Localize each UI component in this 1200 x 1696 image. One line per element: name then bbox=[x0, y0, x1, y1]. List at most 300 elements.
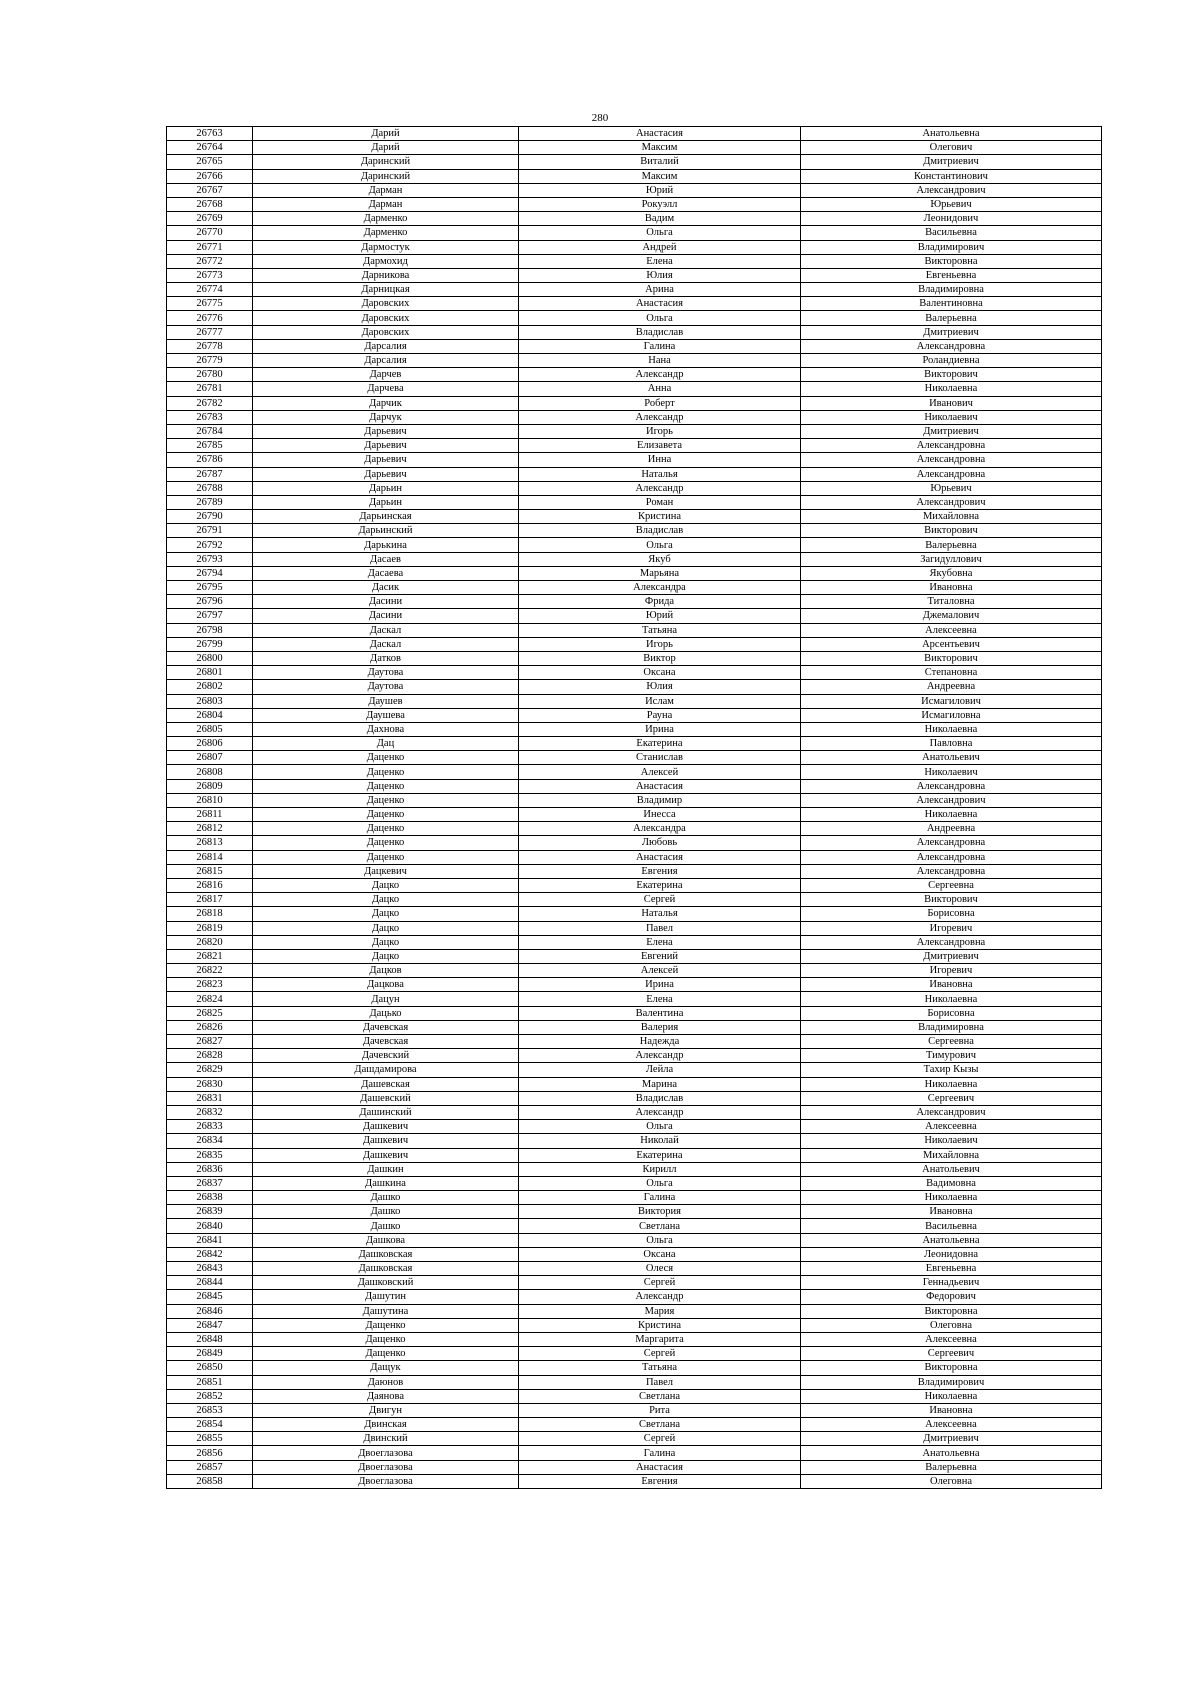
row-number-cell: 26781 bbox=[167, 382, 253, 396]
row-number-cell: 26764 bbox=[167, 141, 253, 155]
patronymic-cell: Михайловна bbox=[801, 1148, 1102, 1162]
surname-cell: Дачевский bbox=[253, 1049, 519, 1063]
surname-cell: Даценко bbox=[253, 822, 519, 836]
table-row bbox=[167, 424, 1102, 438]
surname-cell: Двинский bbox=[253, 1432, 519, 1446]
patronymic-cell: Леонидович bbox=[801, 212, 1102, 226]
table-row bbox=[167, 311, 1102, 325]
first-name-cell: Рокуэлл bbox=[519, 197, 801, 211]
patronymic-cell: Юрьевич bbox=[801, 481, 1102, 495]
patronymic-cell: Александрович bbox=[801, 1105, 1102, 1119]
first-name-cell: Ирина bbox=[519, 978, 801, 992]
table-row bbox=[167, 1347, 1102, 1361]
first-name-cell: Павел bbox=[519, 1375, 801, 1389]
table-row bbox=[167, 666, 1102, 680]
row-number-cell: 26790 bbox=[167, 510, 253, 524]
surname-cell: Дашкевич bbox=[253, 1120, 519, 1134]
surname-cell: Дачевская bbox=[253, 1035, 519, 1049]
patronymic-cell: Алексеевна bbox=[801, 1418, 1102, 1432]
first-name-cell: Елена bbox=[519, 935, 801, 949]
surname-cell: Дашкевич bbox=[253, 1134, 519, 1148]
first-name-cell: Александра bbox=[519, 581, 801, 595]
first-name-cell: Валерия bbox=[519, 1020, 801, 1034]
first-name-cell: Светлана bbox=[519, 1389, 801, 1403]
table-row bbox=[167, 878, 1102, 892]
row-number-cell: 26819 bbox=[167, 921, 253, 935]
patronymic-cell: Якубовна bbox=[801, 566, 1102, 580]
first-name-cell: Павел bbox=[519, 921, 801, 935]
table-row bbox=[167, 382, 1102, 396]
first-name-cell: Кристина bbox=[519, 510, 801, 524]
row-number-cell: 26808 bbox=[167, 765, 253, 779]
patronymic-cell: Сергеевна bbox=[801, 878, 1102, 892]
patronymic-cell: Андреевна bbox=[801, 822, 1102, 836]
row-number-cell: 26770 bbox=[167, 226, 253, 240]
first-name-cell: Евгения bbox=[519, 1474, 801, 1488]
surname-cell: Даюнов bbox=[253, 1375, 519, 1389]
table-row bbox=[167, 1474, 1102, 1488]
table-row bbox=[167, 751, 1102, 765]
row-number-cell: 26825 bbox=[167, 1006, 253, 1020]
surname-cell: Дарницкая bbox=[253, 283, 519, 297]
table-row bbox=[167, 1247, 1102, 1261]
row-number-cell: 26793 bbox=[167, 552, 253, 566]
surname-cell: Дармостук bbox=[253, 240, 519, 254]
table-row bbox=[167, 510, 1102, 524]
row-number-cell: 26851 bbox=[167, 1375, 253, 1389]
table-row bbox=[167, 212, 1102, 226]
patronymic-cell: Николаевич bbox=[801, 765, 1102, 779]
table-row bbox=[167, 1262, 1102, 1276]
table-row bbox=[167, 581, 1102, 595]
table-row bbox=[167, 978, 1102, 992]
row-number-cell: 26777 bbox=[167, 325, 253, 339]
table-row bbox=[167, 680, 1102, 694]
first-name-cell: Ислам bbox=[519, 694, 801, 708]
table-row bbox=[167, 169, 1102, 183]
row-number-cell: 26771 bbox=[167, 240, 253, 254]
surname-cell: Датков bbox=[253, 651, 519, 665]
row-number-cell: 26801 bbox=[167, 666, 253, 680]
patronymic-cell: Александровна bbox=[801, 935, 1102, 949]
row-number-cell: 26803 bbox=[167, 694, 253, 708]
surname-cell: Дащенко bbox=[253, 1332, 519, 1346]
row-number-cell: 26805 bbox=[167, 722, 253, 736]
patronymic-cell: Александровна bbox=[801, 850, 1102, 864]
first-name-cell: Александр bbox=[519, 1105, 801, 1119]
surname-cell: Дацкевич bbox=[253, 864, 519, 878]
patronymic-cell: Сергеевич bbox=[801, 1347, 1102, 1361]
first-name-cell: Марина bbox=[519, 1077, 801, 1091]
first-name-cell: Игорь bbox=[519, 637, 801, 651]
table-row bbox=[167, 1134, 1102, 1148]
row-number-cell: 26800 bbox=[167, 651, 253, 665]
table-row bbox=[167, 1020, 1102, 1034]
patronymic-cell: Сергеевич bbox=[801, 1091, 1102, 1105]
surname-cell: Двоеглазова bbox=[253, 1474, 519, 1488]
table-row bbox=[167, 552, 1102, 566]
patronymic-cell: Константинович bbox=[801, 169, 1102, 183]
first-name-cell: Екатерина bbox=[519, 878, 801, 892]
table-row bbox=[167, 1290, 1102, 1304]
surname-cell: Даутова bbox=[253, 680, 519, 694]
table-row bbox=[167, 254, 1102, 268]
first-name-cell: Инесса bbox=[519, 808, 801, 822]
table-row bbox=[167, 623, 1102, 637]
row-number-cell: 26827 bbox=[167, 1035, 253, 1049]
surname-cell: Дацко bbox=[253, 949, 519, 963]
first-name-cell: Владислав bbox=[519, 325, 801, 339]
row-number-cell: 26807 bbox=[167, 751, 253, 765]
table-row bbox=[167, 240, 1102, 254]
first-name-cell: Сергей bbox=[519, 1276, 801, 1290]
row-number-cell: 26830 bbox=[167, 1077, 253, 1091]
patronymic-cell: Александровна bbox=[801, 339, 1102, 353]
patronymic-cell: Анатольевич bbox=[801, 751, 1102, 765]
table-row bbox=[167, 325, 1102, 339]
row-number-cell: 26789 bbox=[167, 495, 253, 509]
surname-cell: Дасик bbox=[253, 581, 519, 595]
patronymic-cell: Викторовна bbox=[801, 1361, 1102, 1375]
patronymic-cell: Михайловна bbox=[801, 510, 1102, 524]
table-row bbox=[167, 467, 1102, 481]
surname-cell: Даутова bbox=[253, 666, 519, 680]
patronymic-cell: Валерьевна bbox=[801, 311, 1102, 325]
table-row bbox=[167, 524, 1102, 538]
patronymic-cell: Ивановна bbox=[801, 978, 1102, 992]
row-number-cell: 26785 bbox=[167, 439, 253, 453]
row-number-cell: 26779 bbox=[167, 354, 253, 368]
first-name-cell: Сергей bbox=[519, 893, 801, 907]
patronymic-cell: Александровна bbox=[801, 779, 1102, 793]
surname-cell: Дащенко bbox=[253, 1318, 519, 1332]
row-number-cell: 26798 bbox=[167, 623, 253, 637]
surname-cell: Даровских bbox=[253, 311, 519, 325]
first-name-cell: Марьяна bbox=[519, 566, 801, 580]
row-number-cell: 26815 bbox=[167, 864, 253, 878]
first-name-cell: Евгений bbox=[519, 949, 801, 963]
patronymic-cell: Дмитриевич bbox=[801, 949, 1102, 963]
first-name-cell: Ольга bbox=[519, 538, 801, 552]
patronymic-cell: Васильевна bbox=[801, 226, 1102, 240]
row-number-cell: 26804 bbox=[167, 708, 253, 722]
row-number-cell: 26850 bbox=[167, 1361, 253, 1375]
table-row bbox=[167, 1091, 1102, 1105]
first-name-cell: Роман bbox=[519, 495, 801, 509]
first-name-cell: Максим bbox=[519, 141, 801, 155]
table-row bbox=[167, 850, 1102, 864]
row-number-cell: 26822 bbox=[167, 964, 253, 978]
row-number-cell: 26858 bbox=[167, 1474, 253, 1488]
patronymic-cell: Джемалович bbox=[801, 609, 1102, 623]
patronymic-cell: Ивановна bbox=[801, 581, 1102, 595]
row-number-cell: 26854 bbox=[167, 1418, 253, 1432]
surname-cell: Дашевская bbox=[253, 1077, 519, 1091]
surname-cell: Дасаев bbox=[253, 552, 519, 566]
row-number-cell: 26853 bbox=[167, 1403, 253, 1417]
row-number-cell: 26844 bbox=[167, 1276, 253, 1290]
table-row bbox=[167, 1162, 1102, 1176]
surname-cell: Даушев bbox=[253, 694, 519, 708]
first-name-cell: Анастасия bbox=[519, 1460, 801, 1474]
table-row bbox=[167, 609, 1102, 623]
first-name-cell: Нана bbox=[519, 354, 801, 368]
surname-cell: Дасини bbox=[253, 595, 519, 609]
first-name-cell: Ольга bbox=[519, 226, 801, 240]
surname-cell: Даценко bbox=[253, 765, 519, 779]
row-number-cell: 26765 bbox=[167, 155, 253, 169]
first-name-cell: Галина bbox=[519, 1446, 801, 1460]
surname-cell: Даринский bbox=[253, 169, 519, 183]
patronymic-cell: Викторович bbox=[801, 524, 1102, 538]
row-number-cell: 26843 bbox=[167, 1262, 253, 1276]
table-row bbox=[167, 566, 1102, 580]
table-row bbox=[167, 354, 1102, 368]
row-number-cell: 26832 bbox=[167, 1105, 253, 1119]
row-number-cell: 26821 bbox=[167, 949, 253, 963]
first-name-cell: Максим bbox=[519, 169, 801, 183]
surname-cell: Дащенко bbox=[253, 1347, 519, 1361]
surname-cell: Дашкина bbox=[253, 1176, 519, 1190]
first-name-cell: Наталья bbox=[519, 467, 801, 481]
patronymic-cell: Юрьевич bbox=[801, 197, 1102, 211]
surname-cell: Дарникова bbox=[253, 268, 519, 282]
table-row bbox=[167, 268, 1102, 282]
patronymic-cell: Борисовна bbox=[801, 1006, 1102, 1020]
first-name-cell: Андрей bbox=[519, 240, 801, 254]
surname-cell: Дарий bbox=[253, 141, 519, 155]
surname-cell: Дащук bbox=[253, 1361, 519, 1375]
table-row bbox=[167, 396, 1102, 410]
patronymic-cell: Валерьевна bbox=[801, 1460, 1102, 1474]
patronymic-cell: Загидуллович bbox=[801, 552, 1102, 566]
table-row bbox=[167, 368, 1102, 382]
first-name-cell: Анастасия bbox=[519, 127, 801, 141]
patronymic-cell: Олеговна bbox=[801, 1318, 1102, 1332]
page-number: 280 bbox=[591, 112, 609, 124]
patronymic-cell: Ивановна bbox=[801, 1205, 1102, 1219]
patronymic-cell: Анатольевна bbox=[801, 1446, 1102, 1460]
first-name-cell: Владислав bbox=[519, 524, 801, 538]
first-name-cell: Анастасия bbox=[519, 779, 801, 793]
surname-cell: Дацко bbox=[253, 907, 519, 921]
table-row bbox=[167, 949, 1102, 963]
surname-cell: Дашутина bbox=[253, 1304, 519, 1318]
row-number-cell: 26836 bbox=[167, 1162, 253, 1176]
row-number-cell: 26797 bbox=[167, 609, 253, 623]
patronymic-cell: Олегович bbox=[801, 141, 1102, 155]
first-name-cell: Екатерина bbox=[519, 737, 801, 751]
patronymic-cell: Александровна bbox=[801, 864, 1102, 878]
row-number-cell: 26802 bbox=[167, 680, 253, 694]
table-row bbox=[167, 1105, 1102, 1119]
surname-cell: Дашковская bbox=[253, 1262, 519, 1276]
first-name-cell: Александр bbox=[519, 368, 801, 382]
row-number-cell: 26824 bbox=[167, 992, 253, 1006]
surname-cell: Дарчик bbox=[253, 396, 519, 410]
first-name-cell: Александра bbox=[519, 822, 801, 836]
first-name-cell: Николай bbox=[519, 1134, 801, 1148]
surname-cell: Дацкова bbox=[253, 978, 519, 992]
table-row bbox=[167, 297, 1102, 311]
surname-cell: Дахнова bbox=[253, 722, 519, 736]
first-name-cell: Анна bbox=[519, 382, 801, 396]
patronymic-cell: Титаловна bbox=[801, 595, 1102, 609]
patronymic-cell: Анатольевич bbox=[801, 1162, 1102, 1176]
first-name-cell: Инна bbox=[519, 453, 801, 467]
table-row bbox=[167, 1276, 1102, 1290]
patronymic-cell: Тахир Кызы bbox=[801, 1063, 1102, 1077]
surname-cell: Дарий bbox=[253, 127, 519, 141]
table-row bbox=[167, 410, 1102, 424]
surname-cell: Даянова bbox=[253, 1389, 519, 1403]
row-number-cell: 26816 bbox=[167, 878, 253, 892]
row-number-cell: 26795 bbox=[167, 581, 253, 595]
row-number-cell: 26775 bbox=[167, 297, 253, 311]
table-row bbox=[167, 197, 1102, 211]
patronymic-cell: Николаевна bbox=[801, 808, 1102, 822]
patronymic-cell: Владимирович bbox=[801, 1375, 1102, 1389]
patronymic-cell: Геннадьевич bbox=[801, 1276, 1102, 1290]
patronymic-cell: Федорович bbox=[801, 1290, 1102, 1304]
patronymic-cell: Николаевна bbox=[801, 992, 1102, 1006]
table-row bbox=[167, 155, 1102, 169]
patronymic-cell: Павловна bbox=[801, 737, 1102, 751]
table-row bbox=[167, 1120, 1102, 1134]
row-number-cell: 26806 bbox=[167, 737, 253, 751]
first-name-cell: Олеся bbox=[519, 1262, 801, 1276]
first-name-cell: Юрий bbox=[519, 609, 801, 623]
surname-cell: Даушева bbox=[253, 708, 519, 722]
table-row bbox=[167, 481, 1102, 495]
table-row bbox=[167, 1049, 1102, 1063]
row-number-cell: 26810 bbox=[167, 793, 253, 807]
row-number-cell: 26840 bbox=[167, 1219, 253, 1233]
patronymic-cell: Дмитриевич bbox=[801, 424, 1102, 438]
row-number-cell: 26769 bbox=[167, 212, 253, 226]
row-number-cell: 26838 bbox=[167, 1191, 253, 1205]
surname-cell: Дашковская bbox=[253, 1247, 519, 1261]
patronymic-cell: Владимировна bbox=[801, 283, 1102, 297]
row-number-cell: 26826 bbox=[167, 1020, 253, 1034]
row-number-cell: 26778 bbox=[167, 339, 253, 353]
table-row bbox=[167, 808, 1102, 822]
row-number-cell: 26813 bbox=[167, 836, 253, 850]
first-name-cell: Галина bbox=[519, 1191, 801, 1205]
row-number-cell: 26766 bbox=[167, 169, 253, 183]
table-row bbox=[167, 1219, 1102, 1233]
table-row bbox=[167, 1389, 1102, 1403]
patronymic-cell: Викторовна bbox=[801, 254, 1102, 268]
patronymic-cell: Николаевна bbox=[801, 722, 1102, 736]
table-row bbox=[167, 1035, 1102, 1049]
surname-cell: Дашутин bbox=[253, 1290, 519, 1304]
table-row bbox=[167, 1446, 1102, 1460]
patronymic-cell: Николаевна bbox=[801, 1389, 1102, 1403]
patronymic-cell: Александрович bbox=[801, 793, 1102, 807]
surname-cell: Дашкин bbox=[253, 1162, 519, 1176]
table-row bbox=[167, 339, 1102, 353]
table-row bbox=[167, 694, 1102, 708]
table-row bbox=[167, 708, 1102, 722]
surname-cell: Даценко bbox=[253, 850, 519, 864]
patronymic-cell: Николаевна bbox=[801, 1077, 1102, 1091]
surname-cell: Даценко bbox=[253, 793, 519, 807]
first-name-cell: Светлана bbox=[519, 1418, 801, 1432]
surname-cell: Дарьин bbox=[253, 481, 519, 495]
surname-cell: Дашко bbox=[253, 1191, 519, 1205]
row-number-cell: 26842 bbox=[167, 1247, 253, 1261]
row-number-cell: 26788 bbox=[167, 481, 253, 495]
table-row bbox=[167, 127, 1102, 141]
patronymic-cell: Александровна bbox=[801, 439, 1102, 453]
surname-cell: Дацко bbox=[253, 893, 519, 907]
patronymic-cell: Алексеевна bbox=[801, 1120, 1102, 1134]
surname-cell: Дацко bbox=[253, 921, 519, 935]
first-name-cell: Сергей bbox=[519, 1347, 801, 1361]
first-name-cell: Надежда bbox=[519, 1035, 801, 1049]
patronymic-cell: Николаевич bbox=[801, 1134, 1102, 1148]
first-name-cell: Елена bbox=[519, 992, 801, 1006]
first-name-cell: Виталий bbox=[519, 155, 801, 169]
surname-cell: Дарькина bbox=[253, 538, 519, 552]
surname-cell: Даскал bbox=[253, 637, 519, 651]
surname-cell: Дашковский bbox=[253, 1276, 519, 1290]
table-row bbox=[167, 1332, 1102, 1346]
table-row bbox=[167, 1304, 1102, 1318]
table-row bbox=[167, 453, 1102, 467]
patronymic-cell: Викторович bbox=[801, 368, 1102, 382]
table-row bbox=[167, 651, 1102, 665]
row-number-cell: 26782 bbox=[167, 396, 253, 410]
table-row bbox=[167, 737, 1102, 751]
first-name-cell: Александр bbox=[519, 481, 801, 495]
row-number-cell: 26820 bbox=[167, 935, 253, 949]
registry-table-body bbox=[167, 127, 1102, 1489]
patronymic-cell: Алексеевна bbox=[801, 623, 1102, 637]
surname-cell: Даценко bbox=[253, 836, 519, 850]
surname-cell: Дарменко bbox=[253, 212, 519, 226]
row-number-cell: 26772 bbox=[167, 254, 253, 268]
surname-cell: Дашко bbox=[253, 1205, 519, 1219]
table-row bbox=[167, 1077, 1102, 1091]
row-number-cell: 26799 bbox=[167, 637, 253, 651]
surname-cell: Дашкевич bbox=[253, 1148, 519, 1162]
patronymic-cell: Викторович bbox=[801, 893, 1102, 907]
table-row bbox=[167, 637, 1102, 651]
table-row bbox=[167, 1318, 1102, 1332]
row-number-cell: 26839 bbox=[167, 1205, 253, 1219]
first-name-cell: Александр bbox=[519, 1049, 801, 1063]
patronymic-cell: Валентиновна bbox=[801, 297, 1102, 311]
surname-cell: Дарьевич bbox=[253, 467, 519, 481]
patronymic-cell: Алексеевна bbox=[801, 1332, 1102, 1346]
surname-cell: Дарчев bbox=[253, 368, 519, 382]
surname-cell: Дацков bbox=[253, 964, 519, 978]
patronymic-cell: Андреевна bbox=[801, 680, 1102, 694]
surname-cell: Дашевский bbox=[253, 1091, 519, 1105]
table-row bbox=[167, 1063, 1102, 1077]
table-row bbox=[167, 1148, 1102, 1162]
table-row bbox=[167, 907, 1102, 921]
surname-cell: Двинская bbox=[253, 1418, 519, 1432]
first-name-cell: Рита bbox=[519, 1403, 801, 1417]
row-number-cell: 26823 bbox=[167, 978, 253, 992]
row-number-cell: 26812 bbox=[167, 822, 253, 836]
surname-cell: Дац bbox=[253, 737, 519, 751]
first-name-cell: Сергей bbox=[519, 1432, 801, 1446]
patronymic-cell: Олеговна bbox=[801, 1474, 1102, 1488]
